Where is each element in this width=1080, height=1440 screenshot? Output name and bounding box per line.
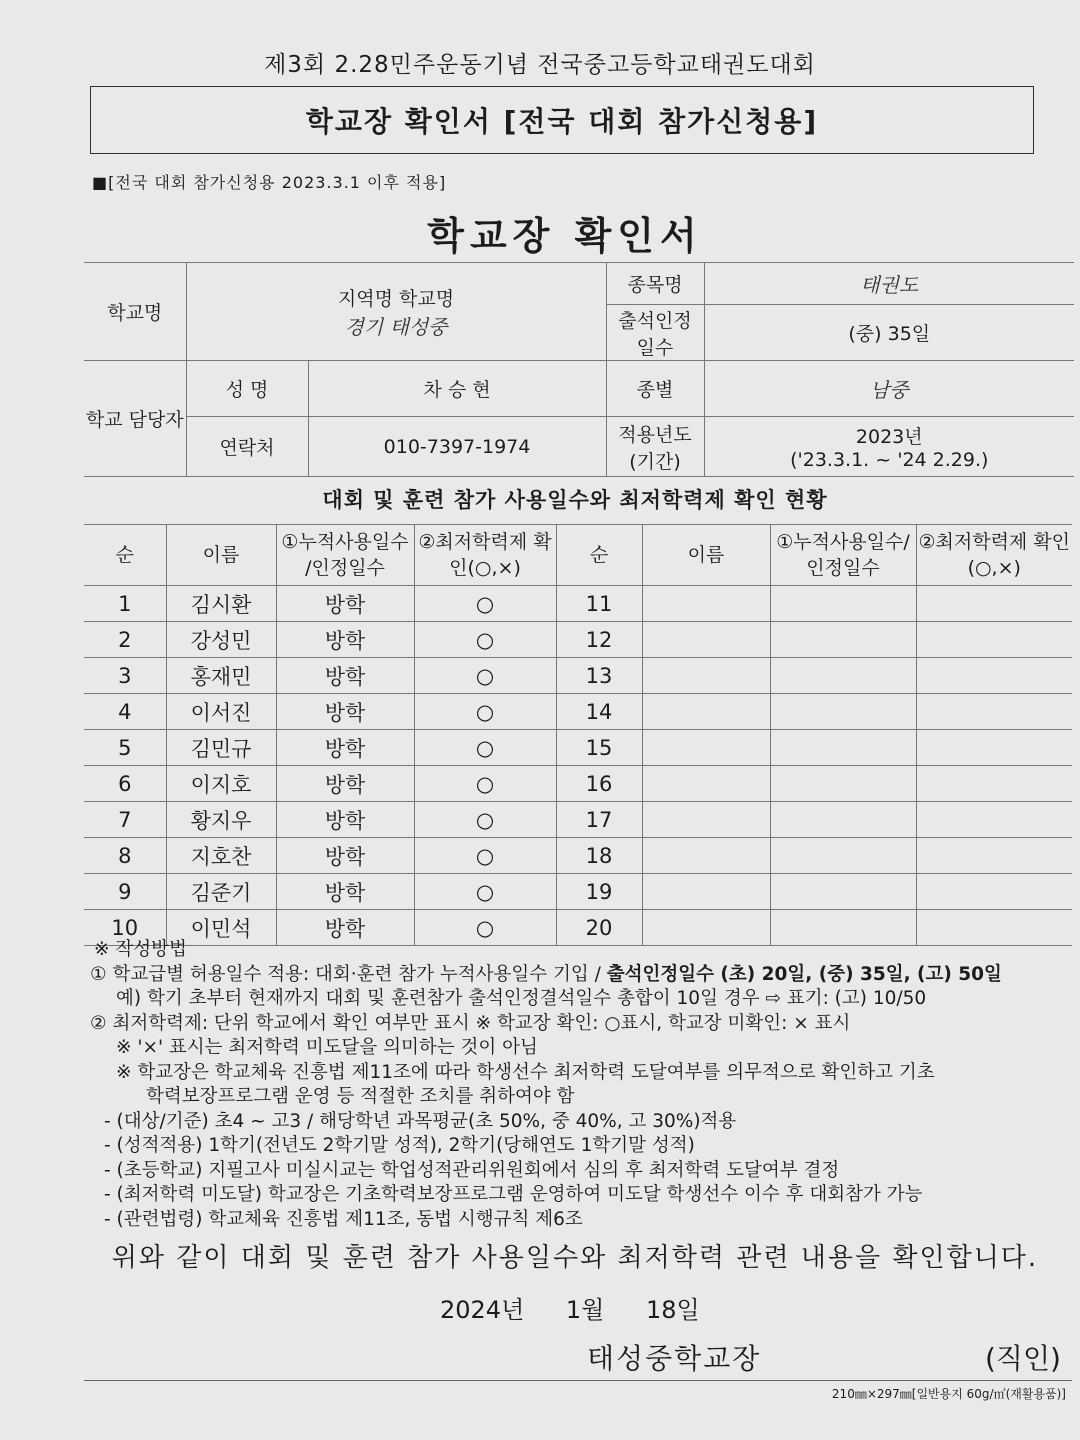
cell-days: 방학 <box>276 802 414 838</box>
cell-name: 김시환 <box>166 586 276 622</box>
cell-days: 방학 <box>276 694 414 730</box>
document-box-title-text: 학교장 확인서 [전국 대회 참가신청용] <box>305 105 819 138</box>
attendance-label: 출석인정 일수 <box>606 305 704 361</box>
name-label: 성 명 <box>186 361 308 417</box>
contact-label: 연락처 <box>186 417 308 477</box>
paper-spec: 210㎜×297㎜[일반용지 60g/㎡(재활용품)] <box>831 1387 1066 1401</box>
instruction-line-4: ※ '×' 표시는 최저학력 미도달을 의미하는 것이 아님 <box>116 1037 538 1058</box>
school-value: 경기 태성중 <box>344 314 448 339</box>
instruction-line-7: - (대상/기준) 초4 ~ 고3 / 해당학년 과목평균(초 50%, 중 40%, 고 30%)적용 <box>104 1110 737 1132</box>
table-row <box>84 874 1072 910</box>
contest-title: 제3회 2.28민주운동기념 전국중고등학교태권도대회 <box>264 52 816 78</box>
cell-name: 지호찬 <box>166 838 276 874</box>
year-value: 2023년 <box>855 426 923 448</box>
header-days-2: ①누적사용일수/ 인정일수 <box>770 525 916 586</box>
cell-no: 2 <box>84 622 166 658</box>
category-value: 남중 <box>704 361 1074 417</box>
cell-name2 <box>642 802 770 838</box>
cell-days: 방학 <box>276 586 414 622</box>
cell-name2 <box>642 838 770 874</box>
header-check: ②최저학력제 확인(○,×) <box>414 525 556 586</box>
cell-no2: 16 <box>556 766 642 802</box>
region-school-label: 지역명 학교명 <box>337 287 455 310</box>
instruction-line-1 <box>90 963 1070 988</box>
cell-check2 <box>916 766 1072 802</box>
cell-days2 <box>770 622 916 658</box>
cell-no: 3 <box>84 658 166 694</box>
instructions <box>90 938 1070 1232</box>
cell-days2 <box>770 838 916 874</box>
cell-name: 이지호 <box>166 766 276 802</box>
status-table <box>84 524 1072 946</box>
cell-name2 <box>642 586 770 622</box>
cell-no2: 13 <box>556 658 642 694</box>
page-title: 학교장 확인서 <box>427 214 703 258</box>
table-row <box>84 766 1072 802</box>
table-row <box>84 658 1072 694</box>
cell-days2 <box>770 694 916 730</box>
cell-days: 방학 <box>276 766 414 802</box>
table-row <box>84 802 1072 838</box>
cell-days2 <box>770 766 916 802</box>
document-box-title <box>90 86 1034 154</box>
cell-name2 <box>642 658 770 694</box>
cell-check2 <box>916 694 1072 730</box>
official-seal-label: (직인) <box>985 1342 1061 1375</box>
cell-name: 황지우 <box>166 802 276 838</box>
instruction-line-1-text: ① 학교급별 허용일수 적용: 대회·훈련 참가 누적사용일수 기입 / <box>90 963 607 985</box>
event-value: 태권도 <box>704 263 1074 305</box>
cell-name: 강성민 <box>166 622 276 658</box>
name-value: 차 승 현 <box>308 361 606 417</box>
cell-name: 홍재민 <box>166 658 276 694</box>
cell-days: 방학 <box>276 874 414 910</box>
cell-check: ○ <box>414 694 556 730</box>
table-row <box>84 586 1072 622</box>
cell-no: 7 <box>84 802 166 838</box>
cell-check2 <box>916 730 1072 766</box>
year-cell <box>704 417 1074 477</box>
instruction-line-6: 학력보장프로그램 운영 등 적절한 조치를 취하여야 함 <box>146 1086 575 1107</box>
status-rows <box>84 586 1072 946</box>
cell-check2 <box>916 874 1072 910</box>
cell-check: ○ <box>414 874 556 910</box>
cell-no: 9 <box>84 874 166 910</box>
header-no: 순 <box>84 525 166 586</box>
date-month: 1월 <box>565 1296 605 1324</box>
cell-check2 <box>916 622 1072 658</box>
principal-name: 태성중학교장 <box>587 1342 762 1375</box>
cell-no: 8 <box>84 838 166 874</box>
header-name-2: 이름 <box>642 525 770 586</box>
cell-name2 <box>642 622 770 658</box>
cell-days: 방학 <box>276 838 414 874</box>
contact-value: 010-7397-1974 <box>308 417 606 477</box>
instruction-line-10: - (최저학력 미도달) 학교장은 기초학력보장프로그램 운영하여 미도달 학생선수 이수 후 대회참가 가능 <box>104 1184 923 1205</box>
cell-no: 10 <box>84 910 166 946</box>
cell-no: 1 <box>84 586 166 622</box>
cell-days: 방학 <box>276 658 414 694</box>
cell-days: 방학 <box>276 622 414 658</box>
cell-no: 6 <box>84 766 166 802</box>
instruction-line-9: - (초등학교) 지필고사 미실시교는 학업성적관리위원회에서 심의 후 최저학력 도달여부 결정 <box>104 1159 840 1181</box>
cell-days: 방학 <box>276 730 414 766</box>
cell-no: 4 <box>84 694 166 730</box>
cell-name: 이서진 <box>166 694 276 730</box>
status-header-row <box>84 525 1072 586</box>
confirmation-date <box>440 1290 734 1325</box>
cell-no2: 18 <box>556 838 642 874</box>
footer-divider <box>84 1380 1072 1381</box>
cell-days2 <box>770 874 916 910</box>
cell-check: ○ <box>414 766 556 802</box>
cell-name2 <box>642 694 770 730</box>
cell-check2 <box>916 802 1072 838</box>
application-note: ■[전국 대회 참가신청용 2023.3.1 이후 적용] <box>92 173 447 192</box>
date-year: 2024년 <box>440 1296 525 1324</box>
cell-no2: 11 <box>556 586 642 622</box>
cell-name2 <box>642 766 770 802</box>
cell-check2 <box>916 586 1072 622</box>
instruction-line-5: ※ 학교장은 학교체육 진흥법 제11조에 따라 학생선수 최저학력 도달여부를 의무적으로 확인하고 기초 <box>116 1061 935 1083</box>
cell-name2 <box>642 874 770 910</box>
cell-check: ○ <box>414 838 556 874</box>
cell-check: ○ <box>414 802 556 838</box>
cell-no2: 15 <box>556 730 642 766</box>
instruction-line-2: 예) 학기 초부터 현재까지 대회 및 훈련참가 출석인정결석일수 총합이 10일 경우 ⇨ 표기: (고) 10/50 <box>116 988 927 1009</box>
status-heading: 대회 및 훈련 참가 사용일수와 최저학력제 확인 현황 <box>322 488 828 512</box>
instruction-line-11: - (관련법령) 학교체육 진흥법 제11조, 동법 시행규칙 제6조 <box>104 1208 583 1230</box>
cell-no2: 12 <box>556 622 642 658</box>
header-check-2: ②최저학력제 확인(○,×) <box>916 525 1072 586</box>
confirmation-text: 위와 같이 대회 및 훈련 참가 사용일수와 최저학력 관련 내용을 확인합니다. <box>111 1243 1039 1273</box>
cell-no2: 20 <box>556 910 642 946</box>
table-row <box>84 838 1072 874</box>
category-label: 종별 <box>606 361 704 417</box>
cell-name: 김준기 <box>166 874 276 910</box>
instruction-line-1-bold: 출석인정일수 (초) 20일, (중) 35일, (고) 50일 <box>606 963 1002 985</box>
staff-label: 학교 담당자 <box>84 361 186 477</box>
cell-name: 김민규 <box>166 730 276 766</box>
cell-no2: 14 <box>556 694 642 730</box>
table-row <box>84 730 1072 766</box>
school-cell <box>186 263 606 361</box>
cell-no: 5 <box>84 730 166 766</box>
attendance-value: (중) 35일 <box>704 305 1074 361</box>
cell-days2 <box>770 730 916 766</box>
instructions-title: ※ 작성방법 <box>94 939 187 960</box>
cell-no2: 17 <box>556 802 642 838</box>
cell-no2: 19 <box>556 874 642 910</box>
period-value: ('23.3.1. ~ '24 2.29.) <box>790 449 989 471</box>
cell-check: ○ <box>414 910 556 946</box>
header-no-2: 순 <box>556 525 642 586</box>
header-days: ①누적사용일수 /인정일수 <box>276 525 414 586</box>
year-label: 적용년도 (기간) <box>606 417 704 477</box>
header-name: 이름 <box>166 525 276 586</box>
date-day: 18일 <box>646 1296 700 1324</box>
cell-days2 <box>770 802 916 838</box>
cell-days: 방학 <box>276 910 414 946</box>
cell-check: ○ <box>414 730 556 766</box>
event-label: 종목명 <box>606 263 704 305</box>
cell-name2 <box>642 730 770 766</box>
table-row <box>84 694 1072 730</box>
cell-days2 <box>770 658 916 694</box>
table-row <box>84 622 1072 658</box>
cell-check: ○ <box>414 586 556 622</box>
cell-check2 <box>916 658 1072 694</box>
cell-days2 <box>770 586 916 622</box>
instruction-line-8: - (성적적용) 1학기(전년도 2학기말 성적), 2학기(당해연도 1학기말 성적) <box>104 1135 695 1156</box>
cell-check: ○ <box>414 622 556 658</box>
school-label: 학교명 <box>84 263 186 361</box>
cell-name: 이민석 <box>166 910 276 946</box>
cell-check: ○ <box>414 658 556 694</box>
cell-check2 <box>916 838 1072 874</box>
school-info-table <box>84 262 1074 477</box>
instruction-line-3: ② 최저학력제: 단위 학교에서 확인 여부만 표시 ※ 학교장 확인: ○표시, 학교장 미확인: × 표시 <box>90 1012 851 1034</box>
